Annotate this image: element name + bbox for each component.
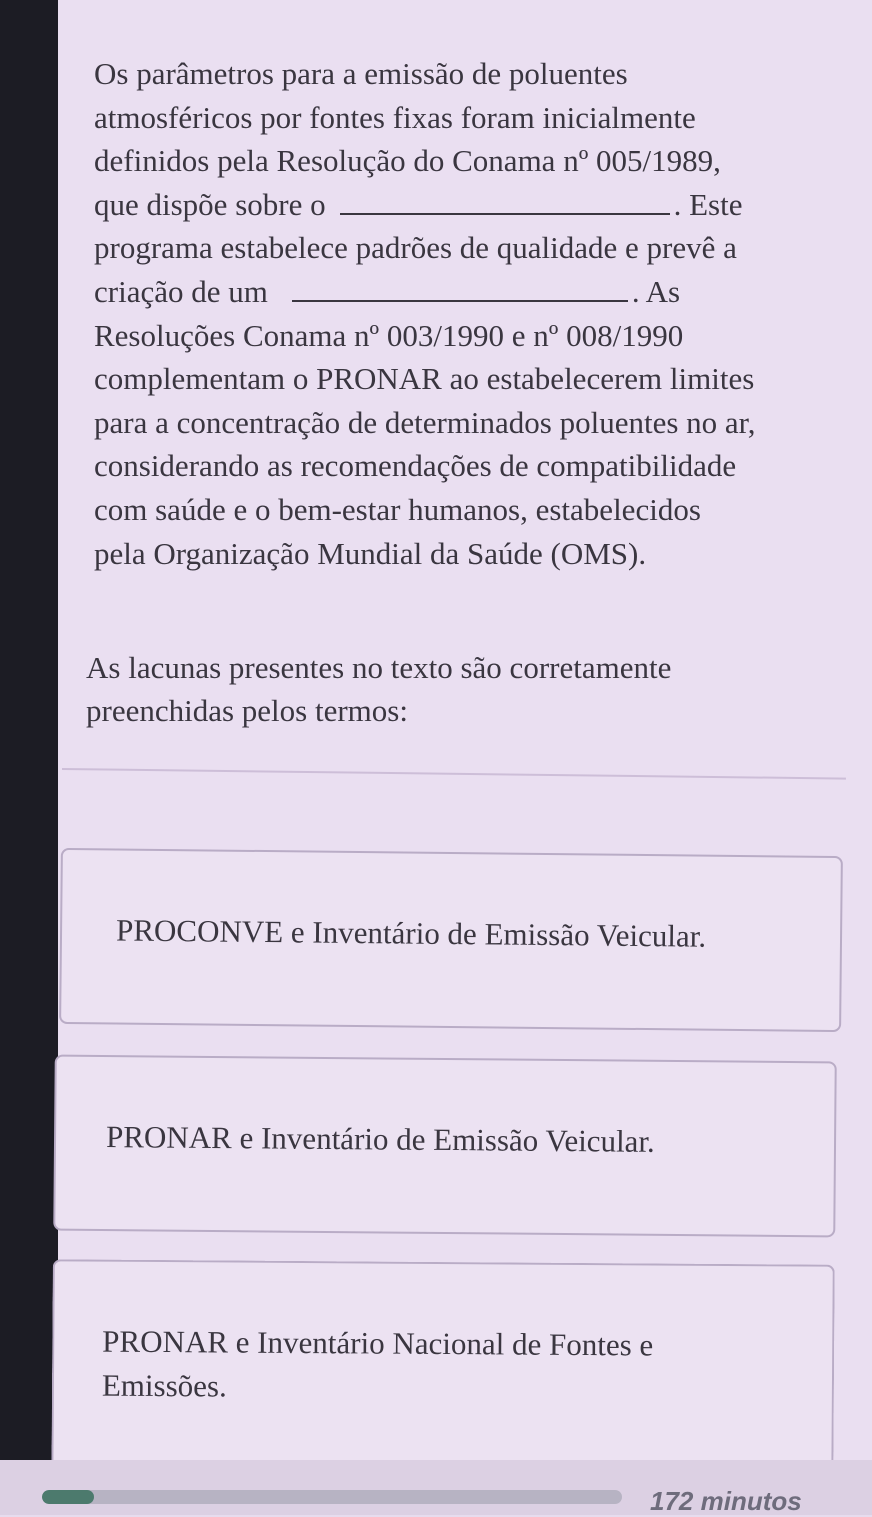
question-prompt: [86, 646, 826, 732]
question-fragment: que dispõe sobre o: [94, 186, 326, 222]
question-line: Resoluções Conama nº 003/1990 e nº 008/1990: [94, 317, 684, 353]
answer-option-b[interactable]: [53, 1055, 837, 1238]
question-line: atmosféricos por fontes fixas foram inicialmente: [94, 99, 696, 135]
prompt-line: preenchidas pelos termos:: [86, 693, 408, 728]
blank-2: [292, 276, 628, 302]
question-line: considerando as recomendações de compatibilidade: [94, 448, 737, 484]
footer-bar: [0, 1460, 872, 1515]
question-line: complementam o PRONAR ao estabelecerem limites: [94, 361, 755, 397]
question-fragment: criação de um: [94, 273, 268, 309]
question-text: [94, 52, 844, 575]
question-fragment: . Este: [673, 186, 743, 222]
blank-1: [340, 189, 670, 215]
question-line: programa estabelece padrões de qualidade e prevê a: [94, 230, 737, 266]
question-line: com saúde e o bem-estar humanos, estabelecidos: [94, 491, 701, 527]
question-line: para a concentração de determinados poluentes no ar,: [94, 404, 756, 440]
answer-option-text: PRONAR e Inventário de Emissão Veicular.: [105, 1119, 655, 1159]
answer-option-text: Emissões.: [101, 1367, 227, 1404]
question-line: pela Organização Mundial da Saúde (OMS).: [94, 535, 647, 571]
question-line: Os parâmetros para a emissão de poluentes: [94, 56, 628, 91]
prompt-line: As lacunas presentes no texto são corretamente: [86, 650, 672, 685]
progress-fill: [42, 1490, 94, 1504]
progress-bar: [42, 1490, 622, 1504]
question-line: [94, 183, 844, 227]
timer-label: 172 minutos: [650, 1486, 802, 1516]
answer-option-text: PROCONVE e Inventário de Emissão Veicular.: [115, 912, 707, 954]
question-line: definidos pela Resolução do Conama nº 005/1989,: [94, 143, 721, 179]
left-edge-bar: [0, 0, 58, 1515]
answer-option-a[interactable]: [59, 848, 843, 1032]
answer-option-text: PRONAR e Inventário Nacional de Fontes e: [102, 1323, 654, 1363]
question-line: [94, 270, 844, 314]
question-fragment: . As: [631, 273, 681, 309]
